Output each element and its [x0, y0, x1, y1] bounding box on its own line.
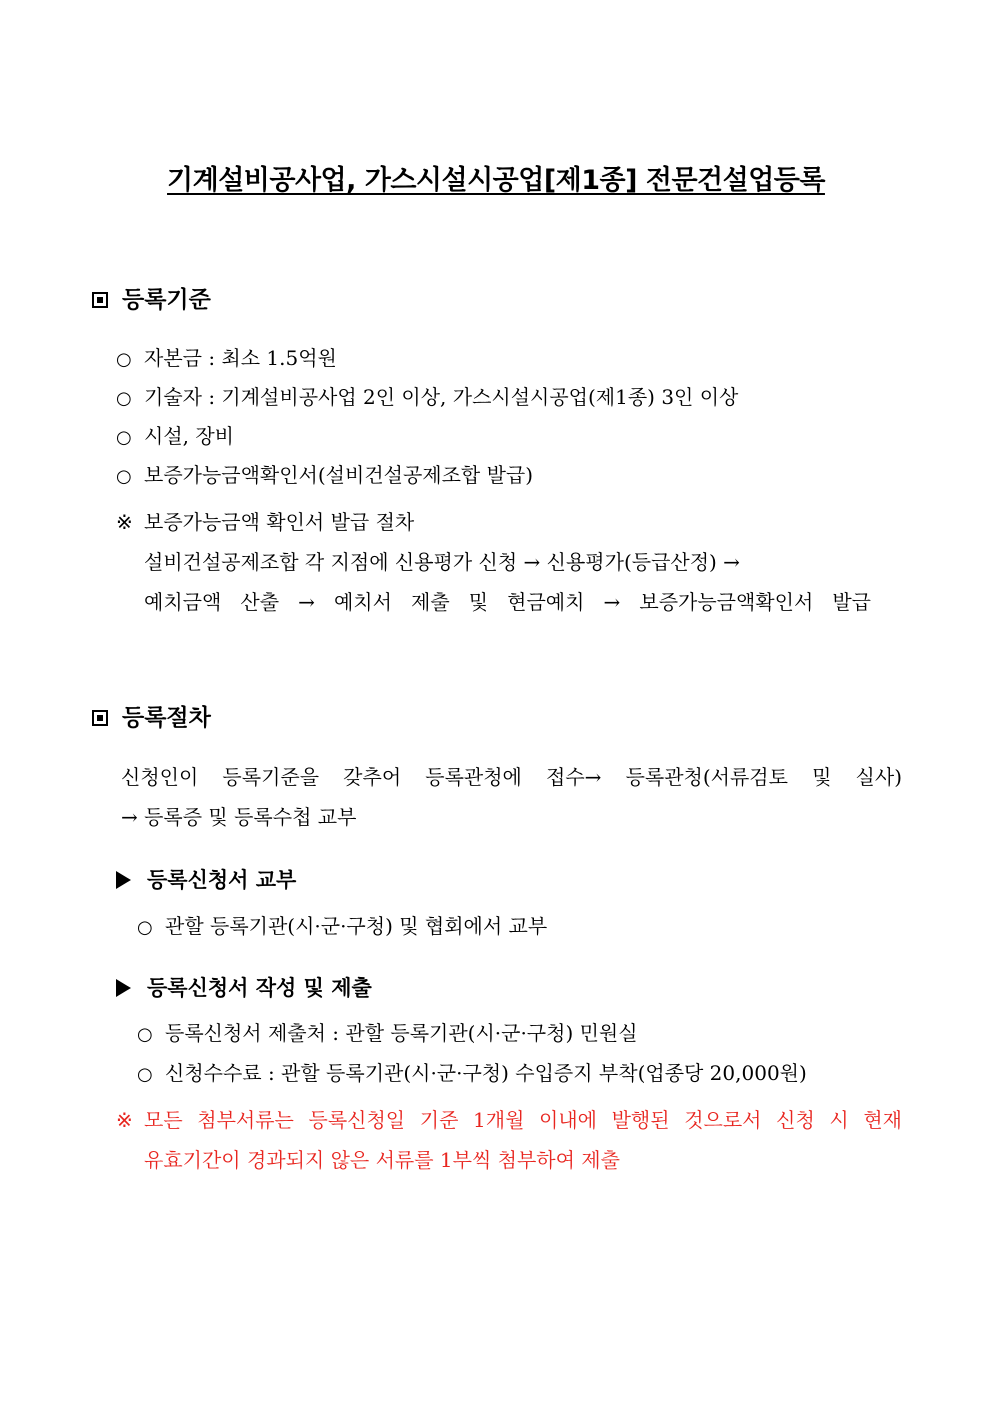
triangle-bullet-icon [116, 979, 131, 997]
circle-bullet-icon: ○ [137, 917, 153, 938]
section-heading-registration-procedure [92, 699, 211, 732]
list-item: ○ 관할 등록기관(시·군·구청) 및 협회에서 교부 [137, 914, 548, 938]
list-item: ○ 시설, 장비 [116, 424, 234, 448]
list-item: ○ 보증가능금액확인서(설비건설공제조합 발급) [116, 463, 534, 487]
note-title: ※ 보증가능금액 확인서 발급 절차 [116, 510, 415, 534]
list-item: ○ 자본금 : 최소 1.5억원 [116, 346, 337, 370]
document-title: 기계설비공사업, 가스시설시공업[제1종] 전문건설업등록 [167, 165, 825, 196]
note-line: 설비건설공제조합 각 지점에 신용평가 신청 → 신용평가(등급산정) → [144, 550, 740, 574]
list-item: ○ 등록신청서 제출처 : 관할 등록기관(시·군·구청) 민원실 [137, 1021, 638, 1045]
circle-bullet-icon: ○ [116, 349, 132, 370]
warning-note: ※ 모든 첨부서류는 등록신청일 기준 1개월 이내에 발행된 것으로서 신청 시 현재 [116, 1108, 902, 1132]
section-heading-label: 등록기준 [122, 287, 211, 313]
subsection-heading-form-submission: 등록신청서 작성 및 제출 [116, 972, 372, 1002]
square-bullet-icon [92, 292, 108, 308]
circle-bullet-icon: ○ [116, 388, 132, 409]
warning-note-line: 유효기간이 경과되지 않은 서류를 1부씩 첨부하여 제출 [144, 1148, 620, 1172]
circle-bullet-icon: ○ [137, 1064, 153, 1085]
procedure-intro: → 등록증 및 등록수첩 교부 [121, 805, 357, 829]
list-item: ○ 기술자 : 기계설비공사업 2인 이상, 가스시설시공업(제1종) 3인 이상 [116, 385, 739, 409]
section-heading-label: 등록절차 [122, 705, 211, 731]
circle-bullet-icon: ○ [116, 466, 132, 487]
circle-bullet-icon: ○ [137, 1024, 153, 1045]
list-item: ○ 신청수수료 : 관할 등록기관(시·군·구청) 수입증지 부착(업종당 20,000원) [137, 1061, 807, 1085]
subsection-heading-form-issue: 등록신청서 교부 [116, 864, 296, 894]
square-bullet-icon [92, 710, 108, 726]
reference-mark-icon: ※ [116, 510, 133, 534]
triangle-bullet-icon [116, 871, 131, 889]
circle-bullet-icon: ○ [116, 427, 132, 448]
procedure-intro: 신청인이 등록기준을 갖추어 등록관청에 접수→ 등록관청(서류검토 및 실사) [121, 765, 902, 789]
reference-mark-icon: ※ [116, 1108, 133, 1132]
note-line: 예치금액 산출 → 예치서 제출 및 현금예치 → 보증가능금액확인서 발급 [144, 590, 871, 614]
section-heading-registration-criteria [92, 281, 211, 314]
